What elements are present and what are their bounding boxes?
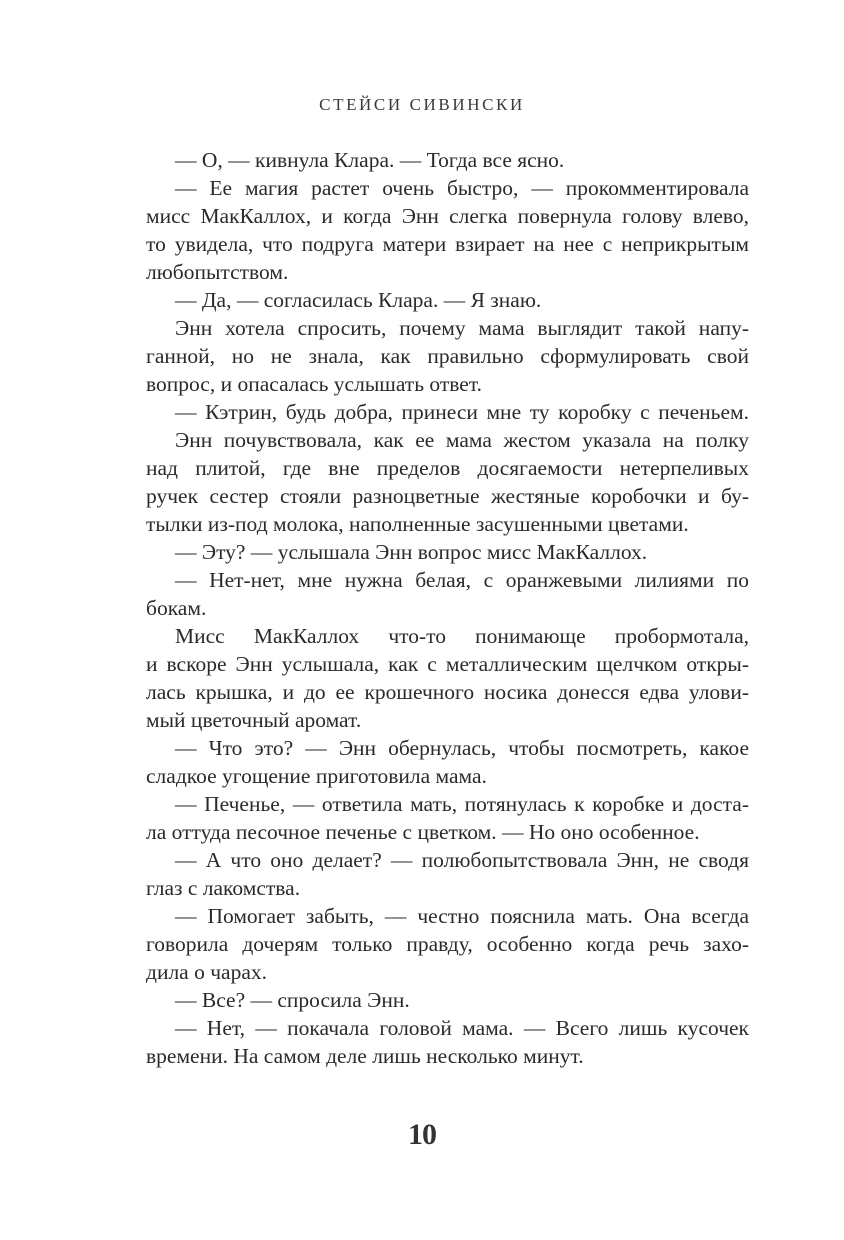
text-line: — Нет, — покачала головой мама. — Всего лишь кусочек — [175, 1016, 749, 1040]
text-line: — О, — кивнула Клара. — Тогда все ясно. — [175, 148, 565, 172]
text-line: — Ее магия растет очень быстро, — прокомментировала — [175, 176, 749, 200]
text-line: — А что оно делает? — полюбопытствовала Энн, не сводя — [175, 848, 749, 872]
text-line: над плитой, где вне пределов досягаемости нетерпеливых — [146, 456, 749, 480]
text-line: времени. На самом деле лишь несколько минут. — [146, 1044, 584, 1068]
text-line: говорила дочерям только правду, особенно когда речь захо- — [146, 932, 749, 956]
text-line: дила о чарах. — [146, 960, 267, 984]
text-line: — Нет-нет, мне нужна белая, с оранжевыми лилиями по — [175, 568, 749, 592]
text-line: — Все? — спросила Энн. — [175, 988, 410, 1012]
text-line: ручек сестер стояли разноцветные жестяные коробочки и бу- — [146, 484, 749, 508]
text-line: Энн хотела спросить, почему мама выглядит такой напу- — [175, 316, 749, 340]
text-line: — Что это? — Энн обернулась, чтобы посмотреть, какое — [175, 736, 749, 760]
running-head-author: СТЕЙСИ СИВИНСКИ — [319, 95, 525, 114]
text-line: тылки из-под молока, наполненные засушенными цветами. — [146, 512, 689, 536]
text-line: — Печенье, — ответила мать, потянулась к коробке и доста- — [175, 792, 749, 816]
text-line: Энн почувствовала, как ее мама жестом указала на полку — [175, 428, 749, 452]
text-line: вопрос, и опасалась услышать ответ. — [146, 372, 482, 396]
text-line: Мисс МакКаллох что-то понимающе пробормотала, — [175, 624, 749, 648]
text-line: ла оттуда песочное печенье с цветком. — Но оно особенное. — [146, 820, 700, 844]
text-line: — Помогает забыть, — честно пояснила мать. Она всегда — [175, 904, 749, 928]
text-line: — Кэтрин, будь добра, принеси мне ту коробку с печеньем. — [175, 400, 749, 424]
text-line: и вскоре Энн услышала, как с металлическим щелчком откры- — [146, 652, 749, 676]
text-line: любопытством. — [146, 260, 289, 284]
text-line: — Эту? — услышала Энн вопрос мисс МакКаллох. — [175, 540, 648, 564]
text-line: ганной, но не знала, как правильно сформулировать свой — [146, 344, 749, 368]
text-line: сладкое угощение приготовила мама. — [146, 764, 487, 788]
text-line: бокам. — [146, 596, 207, 620]
body-text — [146, 146, 749, 1070]
text-line: глаз с лакомства. — [146, 876, 301, 900]
page-number: 10 — [408, 1118, 436, 1151]
text-line: лась крышка, и до ее крошечного носика донесся едва улови- — [146, 680, 749, 704]
text-line: то увидела, что подруга матери взирает на нее с неприкрытым — [146, 232, 749, 256]
text-line: мисс МакКаллох, и когда Энн слегка повернула голову влево, — [146, 204, 749, 228]
text-line: мый цветочный аромат. — [146, 708, 362, 732]
text-line: — Да, — согласилась Клара. — Я знаю. — [175, 288, 542, 312]
